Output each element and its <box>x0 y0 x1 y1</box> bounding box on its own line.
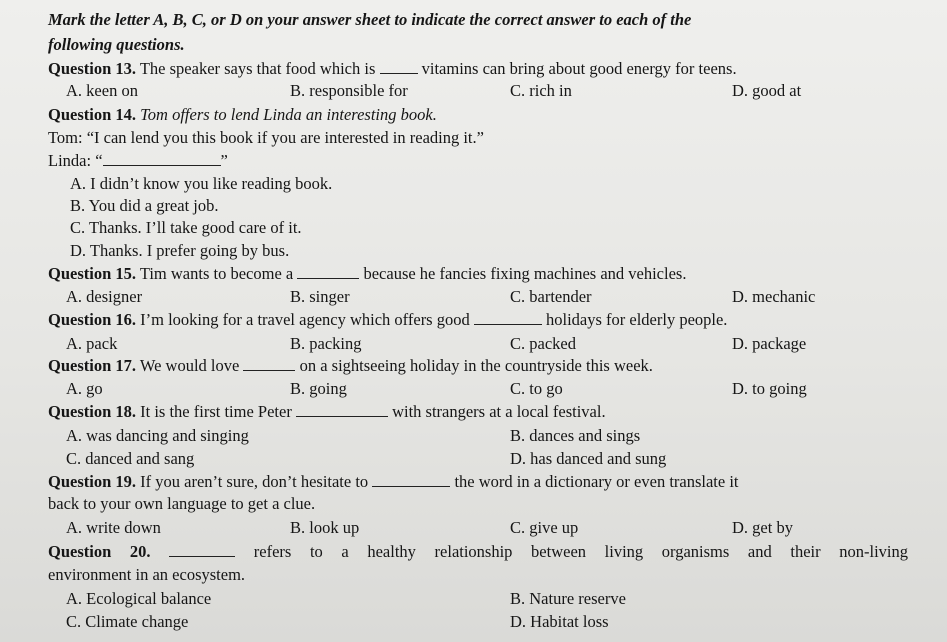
question-14-stem <box>48 105 437 125</box>
question-17-label: Question 17. <box>48 356 137 375</box>
question-13-option-d[interactable]: D. good at <box>732 81 802 100</box>
question-16-label: Question 16. <box>48 310 137 329</box>
question-20-stem <box>48 542 908 562</box>
question-14-option-c[interactable]: C. Thanks. I’ll take good care of it. <box>70 218 302 237</box>
question-20-continuation: environment in an ecosystem. <box>48 565 246 584</box>
question-13-text-before: The speaker says that food which is <box>139 59 376 78</box>
question-17-option-c[interactable]: C. to go <box>510 379 563 398</box>
question-16-option-b[interactable]: B. packing <box>290 334 362 353</box>
question-20-blank <box>169 542 235 557</box>
question-18-option-b[interactable]: B. dances and sings <box>510 426 641 445</box>
question-17-text-after: on a sightseeing holiday in the countryside this week. <box>299 356 653 375</box>
question-13-stem <box>48 59 737 79</box>
question-20-option-c[interactable]: C. Climate change <box>66 612 189 631</box>
question-13-option-b[interactable]: B. responsible for <box>290 81 408 100</box>
question-17-options <box>66 378 926 399</box>
question-20-text-after: refers to a healthy relationship between living organisms and their non-living <box>253 542 908 561</box>
question-17-text-before: We would love <box>139 356 240 375</box>
instructions-line-2: following questions. <box>48 35 185 54</box>
question-13-label: Question 13. <box>48 59 137 78</box>
question-15-text-before: Tim wants to become a <box>139 264 294 283</box>
question-17-option-d[interactable]: D. to going <box>732 379 807 398</box>
question-20-option-a[interactable]: A. Ecological balance <box>66 589 212 608</box>
question-14-label: Question 14. <box>48 105 137 124</box>
question-19-option-d[interactable]: D. get by <box>732 518 793 537</box>
question-15-stem <box>48 264 686 284</box>
question-18-options-row-1 <box>66 425 926 446</box>
question-19-options <box>66 517 926 538</box>
question-17-stem <box>48 356 653 376</box>
question-18-option-c[interactable]: C. danced and sang <box>66 449 195 468</box>
question-19-option-a[interactable]: A. write down <box>66 518 161 537</box>
question-19-label: Question 19. <box>48 472 137 491</box>
question-17-option-a[interactable]: A. go <box>66 379 103 398</box>
question-15-options <box>66 286 926 307</box>
question-14-option-d[interactable]: D. Thanks. I prefer going by bus. <box>70 241 290 260</box>
question-13-option-a[interactable]: A. keen on <box>66 81 138 100</box>
question-20-options-row-1 <box>66 588 926 609</box>
question-18-option-a[interactable]: A. was dancing and singing <box>66 426 249 445</box>
question-13-option-c[interactable]: C. rich in <box>510 81 572 100</box>
question-20-option-d[interactable]: D. Habitat loss <box>510 612 609 631</box>
question-14-linda-line <box>48 151 228 171</box>
question-16-text-after: holidays for elderly people. <box>545 310 728 329</box>
question-16-stem <box>48 310 727 330</box>
question-20-label: Question 20. <box>48 542 151 561</box>
question-18-option-d[interactable]: D. has danced and sung <box>510 449 667 468</box>
question-18-options-row-2 <box>66 448 926 469</box>
question-14-blank <box>103 151 221 166</box>
question-15-option-d[interactable]: D. mechanic <box>732 287 816 306</box>
question-16-blank <box>474 310 542 325</box>
question-17-blank <box>243 356 295 371</box>
question-15-option-c[interactable]: C. bartender <box>510 287 592 306</box>
question-15-option-a[interactable]: A. designer <box>66 287 143 306</box>
question-18-label: Question 18. <box>48 402 137 421</box>
question-19-text-before: If you aren’t sure, don’t hesitate to <box>140 472 369 491</box>
question-19-stem <box>48 472 739 492</box>
question-15-text-after: because he fancies fixing machines and vehicles. <box>363 264 687 283</box>
question-19-option-b[interactable]: B. look up <box>290 518 360 537</box>
question-20-option-b[interactable]: B. Nature reserve <box>510 589 626 608</box>
question-14-tom-line: Tom: “I can lend you this book if you are interested in reading it.” <box>48 128 484 147</box>
question-16-option-a[interactable]: A. pack <box>66 334 118 353</box>
question-16-text-before: I’m looking for a travel agency which offers good <box>140 310 470 329</box>
question-18-text-after: with strangers at a local festival. <box>392 402 606 421</box>
question-13-text-after: vitamins can bring about good energy for teens. <box>421 59 737 78</box>
question-19-text-after: the word in a dictionary or even translate it <box>454 472 739 491</box>
question-18-stem <box>48 402 606 422</box>
question-18-blank <box>296 402 388 417</box>
question-13-options <box>66 80 926 101</box>
question-18-text-before: It is the first time Peter <box>140 402 292 421</box>
question-19-blank <box>372 472 450 487</box>
question-20-options-row-2 <box>66 611 926 632</box>
question-16-options <box>66 333 926 354</box>
instructions-line-1: Mark the letter A, B, C, or D on your answer sheet to indicate the correct answer to each of the <box>48 10 692 29</box>
question-17-option-b[interactable]: B. going <box>290 379 347 398</box>
question-19-continuation: back to your own language to get a clue. <box>48 494 316 513</box>
question-14-option-b[interactable]: B. You did a great job. <box>70 196 219 215</box>
question-15-blank <box>297 264 359 279</box>
question-16-option-c[interactable]: C. packed <box>510 334 576 353</box>
question-16-option-d[interactable]: D. package <box>732 334 807 353</box>
question-13-blank <box>380 59 418 74</box>
question-15-option-b[interactable]: B. singer <box>290 287 350 306</box>
question-19-option-c[interactable]: C. give up <box>510 518 579 537</box>
question-14-option-a[interactable]: A. I didn’t know you like reading book. <box>70 174 333 193</box>
question-14-linda-prefix: Linda: “ <box>48 151 103 170</box>
question-15-label: Question 15. <box>48 264 137 283</box>
question-14-text: Tom offers to lend Linda an interesting book. <box>140 105 437 124</box>
question-14-linda-suffix: ” <box>220 151 228 170</box>
